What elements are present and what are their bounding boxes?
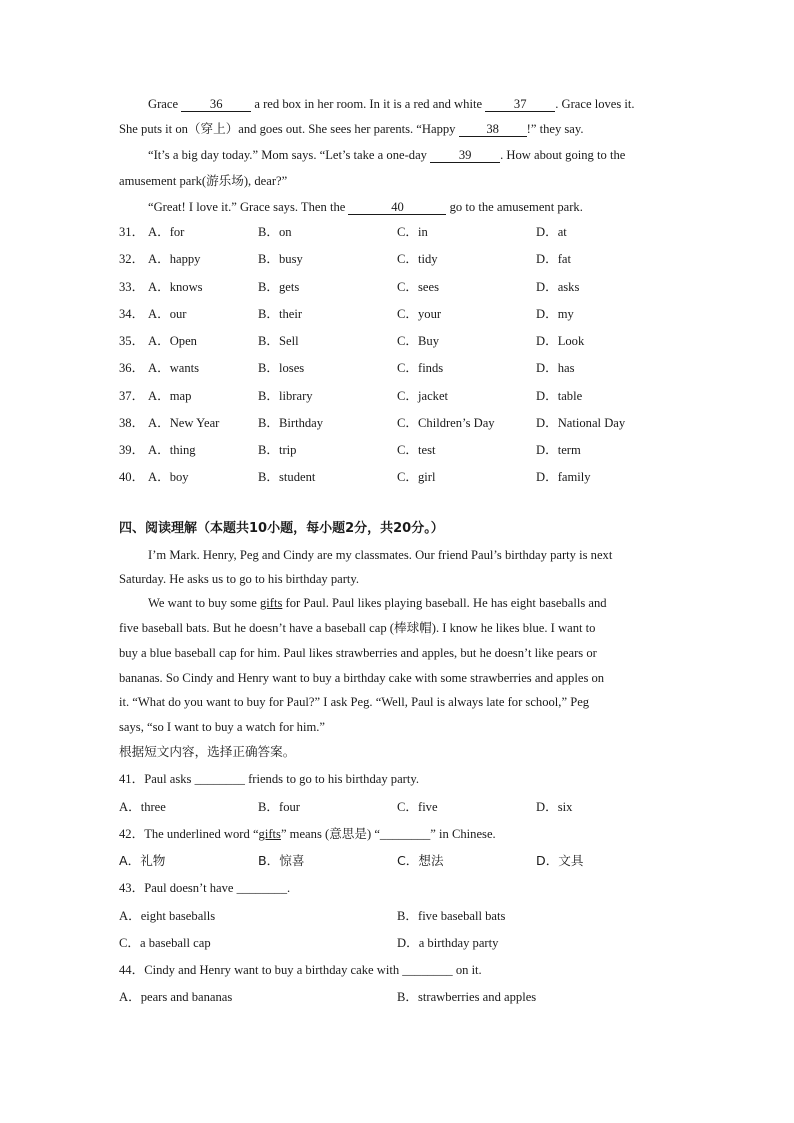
cloze-option-c[interactable]: C．Buy [397, 334, 439, 348]
cloze-option-b[interactable]: B．loses [258, 361, 305, 375]
blank-38: 38 [459, 122, 527, 137]
cloze-option-c[interactable]: C．in [397, 225, 428, 239]
cloze-option-b[interactable]: B．gets [258, 280, 300, 294]
question-43: 43．Paul doesn’t have ________. [119, 881, 291, 895]
reading-p2-line-5: it. “What do you want to buy for Paul?” I ask Peg. “Well, Paul is always late for school,” Peg [119, 695, 590, 709]
q43-option-c[interactable]: C．a baseball cap [119, 936, 211, 950]
cloze-option-d[interactable]: D．table [536, 389, 583, 403]
q44-option-b[interactable]: B．strawberries and apples [397, 990, 537, 1004]
passage-line-2: She puts it on（穿上）and goes out. She sees her parents. “Happy 38 !” they say. [119, 122, 584, 136]
q43-option-d[interactable]: D．a birthday party [397, 936, 499, 950]
cloze-option-a[interactable]: A．our [148, 307, 187, 321]
cloze-option-d[interactable]: D．family [536, 470, 591, 484]
q43-option-a[interactable]: A．eight baseballs [119, 909, 216, 923]
cloze-option-b[interactable]: B．Sell [258, 334, 299, 348]
cloze-option-c[interactable]: C．girl [397, 470, 436, 484]
blank-36: 36 [181, 97, 251, 112]
q41-option-b[interactable]: B．four [258, 800, 300, 814]
cloze-option-a[interactable]: A．map [148, 389, 192, 403]
cloze-option-b[interactable]: B．Birthday [258, 416, 324, 430]
cloze-option-a[interactable]: A．Open [148, 334, 197, 348]
q41-option-a[interactable]: A．three [119, 800, 166, 814]
cloze-option-c[interactable]: C．your [397, 307, 442, 321]
cloze-option-a[interactable]: A．happy [148, 252, 201, 266]
passage-line-5: “Great! I love it.” Grace says. Then the 40 go to the amusement park. [148, 200, 583, 214]
q41-option-d[interactable]: D．six [536, 800, 573, 814]
reading-p2-line-4: bananas. So Cindy and Henry want to buy a birthday cake with some strawberries and apples on [119, 671, 605, 685]
cloze-question-number: 36． [119, 361, 145, 375]
cloze-option-c[interactable]: C．test [397, 443, 436, 457]
reading-p2-line-1: We want to buy some gifts for Paul. Paul likes playing baseball. He has eight baseballs and [148, 596, 607, 610]
cloze-option-d[interactable]: D．Look [536, 334, 585, 348]
cloze-option-a[interactable]: A．knows [148, 280, 203, 294]
cloze-option-a[interactable]: A．thing [148, 443, 196, 457]
question-44: 44．Cindy and Henry want to buy a birthday cake with ________ on it. [119, 963, 482, 977]
cloze-question-number: 33． [119, 280, 145, 294]
q42-option-c[interactable]: C．想法 [397, 853, 444, 868]
cloze-option-a[interactable]: A．New Year [148, 416, 220, 430]
cloze-option-d[interactable]: D．has [536, 361, 575, 375]
reading-p1-line-1: I’m Mark. Henry, Peg and Cindy are my classmates. Our friend Paul’s birthday party is next [148, 548, 613, 562]
passage-line-3: “It’s a big day today.” Mom says. “Let’s take a one-day 39 . How about going to the [148, 148, 626, 162]
cloze-option-c[interactable]: C．finds [397, 361, 444, 375]
cloze-question-number: 32． [119, 252, 145, 266]
q44-option-a[interactable]: A．pears and bananas [119, 990, 233, 1004]
cloze-option-b[interactable]: B．their [258, 307, 303, 321]
cloze-option-b[interactable]: B．busy [258, 252, 303, 266]
cloze-question-number: 38． [119, 416, 145, 430]
section-heading: 四、阅读理解（本题共10小题，每小题2分，共20分。） [119, 521, 444, 536]
cloze-option-c[interactable]: C．sees [397, 280, 439, 294]
cloze-option-b[interactable]: B．library [258, 389, 313, 403]
cloze-option-c[interactable]: C．tidy [397, 252, 438, 266]
cloze-question-number: 37． [119, 389, 145, 403]
cloze-option-d[interactable]: D．at [536, 225, 567, 239]
cloze-option-b[interactable]: B．on [258, 225, 292, 239]
cloze-question-number: 39． [119, 443, 145, 457]
cloze-question-number: 40． [119, 470, 145, 484]
cloze-option-a[interactable]: A．for [148, 225, 185, 239]
q42-option-d[interactable]: D．文具 [536, 853, 584, 868]
question-42: 42．The underlined word “gifts” means (意思是) “________” in Chinese. [119, 827, 496, 841]
blank-37: 37 [485, 97, 555, 112]
q41-option-c[interactable]: C．five [397, 800, 438, 814]
cloze-question-number: 35． [119, 334, 145, 348]
cloze-option-a[interactable]: A．boy [148, 470, 189, 484]
reading-p2-line-6: says, “so I want to buy a watch for him.” [119, 720, 325, 734]
underlined-word: gifts [259, 596, 283, 610]
cloze-option-d[interactable]: D．fat [536, 252, 571, 266]
cloze-option-b[interactable]: B．trip [258, 443, 297, 457]
blank-40: 40 [348, 200, 446, 215]
cloze-option-b[interactable]: B．student [258, 470, 316, 484]
cloze-option-c[interactable]: C．Children’s Day [397, 416, 495, 430]
cloze-question-number: 31． [119, 225, 145, 239]
q42-option-b[interactable]: B．惊喜 [258, 853, 305, 868]
cloze-option-d[interactable]: D．asks [536, 280, 580, 294]
cloze-option-d[interactable]: D．National Day [536, 416, 626, 430]
question-41: 41．Paul asks ________ friends to go to his birthday party. [119, 772, 420, 786]
cloze-option-d[interactable]: D．term [536, 443, 581, 457]
cloze-option-d[interactable]: D．my [536, 307, 574, 321]
q43-option-b[interactable]: B．five baseball bats [397, 909, 506, 923]
cloze-option-a[interactable]: A．wants [148, 361, 200, 375]
reading-p2-line-2: five baseball bats. But he doesn’t have a baseball cap (棒球帽). I know he likes blue. I want to [119, 621, 596, 635]
q42-option-a[interactable]: A．礼物 [119, 853, 166, 868]
blank-39: 39 [430, 148, 500, 163]
cloze-question-number: 34． [119, 307, 145, 321]
reading-p2-line-3: buy a blue baseball cap for him. Paul likes strawberries and apples, but he doesn’t like pears or [119, 646, 597, 660]
passage-line-4: amusement park(游乐场), dear?” [119, 174, 288, 188]
cloze-option-c[interactable]: C．jacket [397, 389, 449, 403]
passage-line-1: Grace 36 a red box in her room. In it is a red and white 37 . Grace loves it. [148, 97, 635, 111]
instruction: 根据短文内容，选择正确答案。 [119, 744, 296, 759]
reading-p1-line-2: Saturday. He asks us to go to his birthday party. [119, 572, 360, 586]
